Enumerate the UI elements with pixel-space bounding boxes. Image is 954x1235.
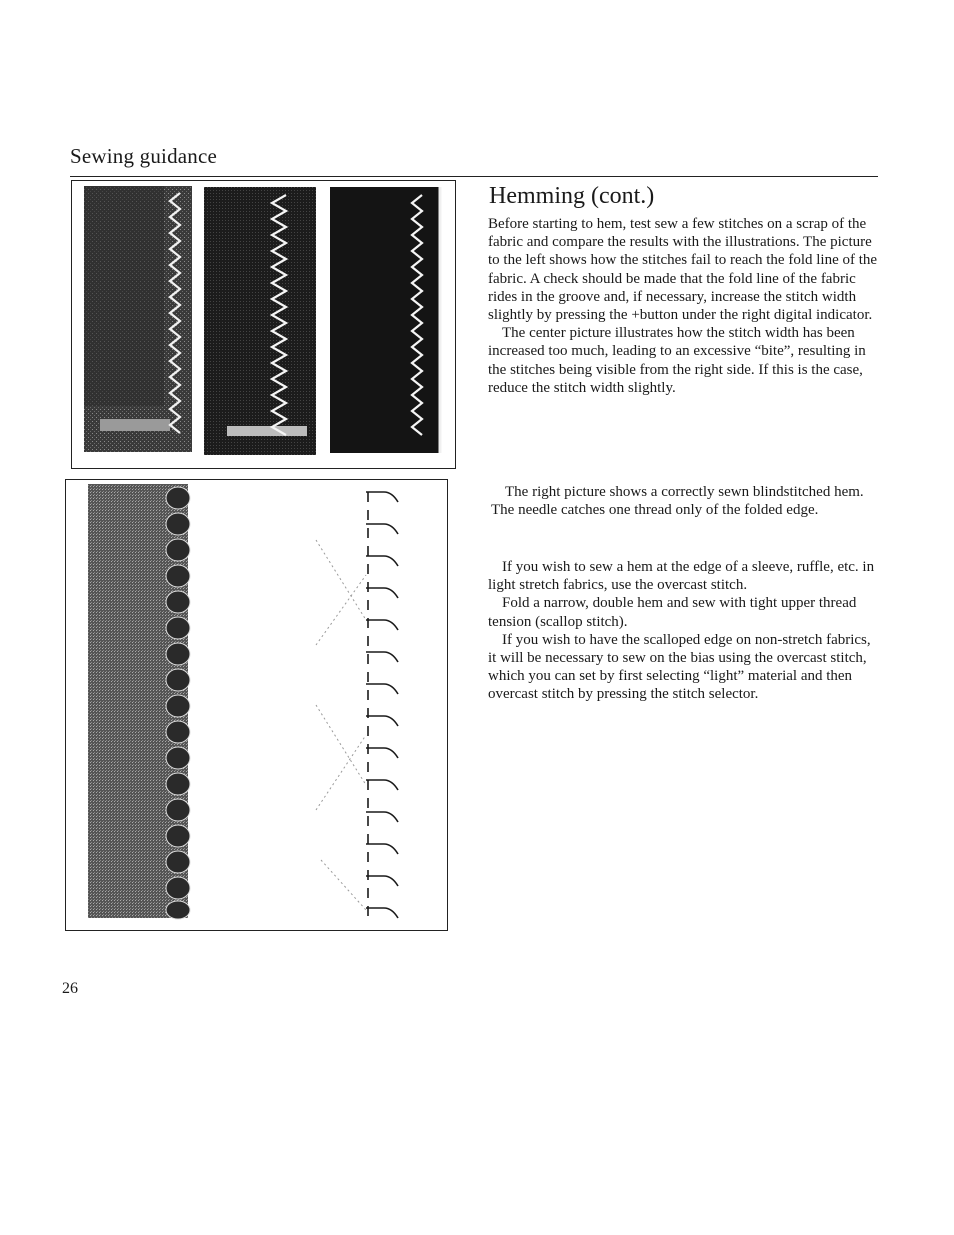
paragraph: If you wish to have the scalloped edge on non-stretch fabrics, it will be necessary to sew on the bias using the overcast stitch, which you can set by first selecting “light” material and then overcast stitch by pressing the stitch selector.	[488, 631, 871, 703]
section-title: Sewing guidance	[70, 144, 218, 168]
content-heading: Hemming (cont.)	[489, 183, 655, 209]
text-block-1	[488, 215, 878, 397]
paragraph: The right picture shows a correctly sewn blindstitched hem. The needle catches one thread only of the folded edge.	[491, 484, 864, 519]
paragraph: If you wish to sew a hem at the edge of a sleeve, ruffle, etc. in light stretch fabrics, use the overcast stitch.	[488, 559, 875, 594]
sample-center	[204, 187, 316, 455]
text-block-3	[488, 558, 878, 704]
scallop-stitch-figure	[65, 479, 448, 931]
paragraph: The center picture illustrates how the stitch width has been increased too much, leading to an excessive “bite”, resulting in the stitches being visible from the right side. If this is the case, reduce the stitch width slightly.	[488, 325, 866, 396]
blindstitch-samples-photo	[72, 181, 454, 467]
text-block-2	[491, 483, 881, 519]
page-number: 26	[62, 980, 78, 997]
paragraph: Before starting to hem, test sew a few stitches on a scrap of the fabric and compare the results with the illustrations. The picture to the left shows how the stitches fail to reach the fold line of the fabric. A check should be made that the fold line of the fabric rides in the groove and, if necessary, increase the stitch width slightly by pressing the +button under the right digital indicator.	[488, 216, 878, 324]
blindstitch-samples-figure	[71, 180, 456, 469]
header-rule	[70, 176, 878, 177]
paragraph: Fold a narrow, double hem and sew with tight upper thread tension (scallop stitch).	[488, 595, 857, 630]
stitch-diagram	[366, 492, 398, 920]
scallop-stitch-photo	[66, 480, 446, 929]
